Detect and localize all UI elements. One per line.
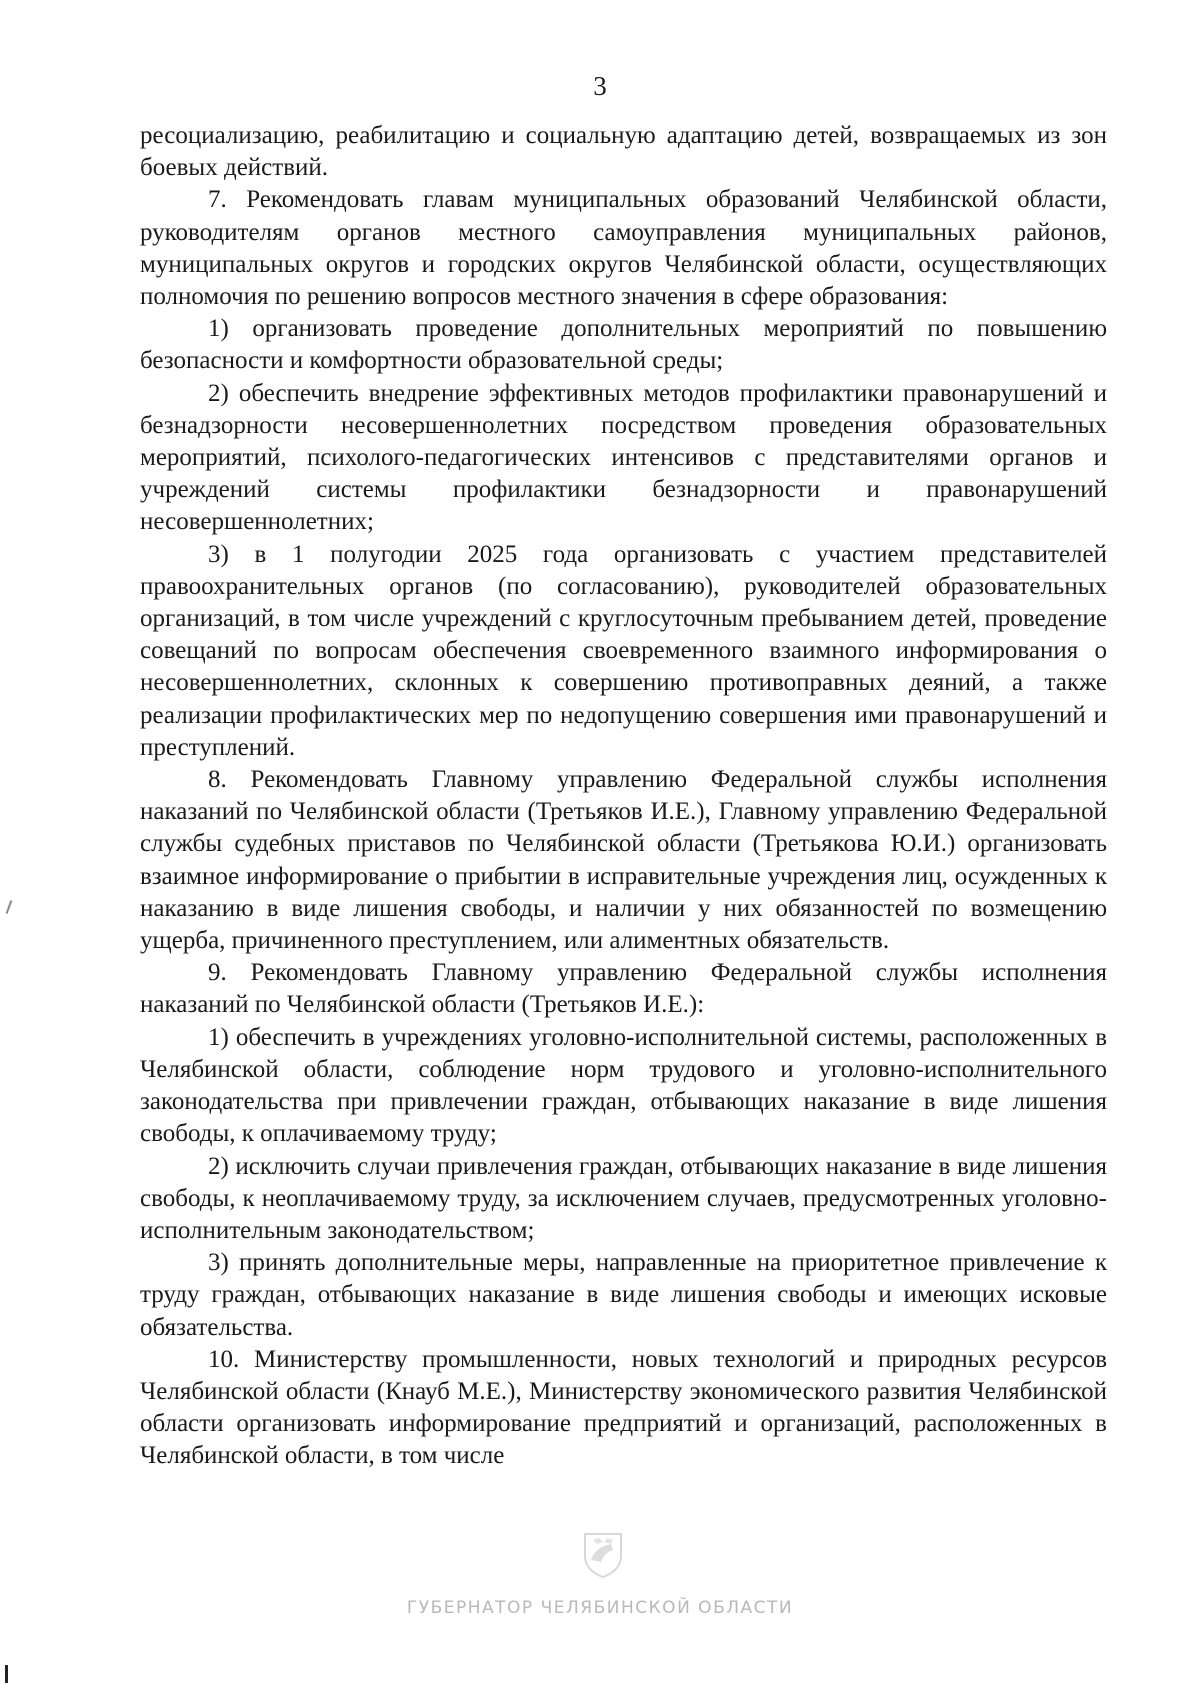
- paragraph: 10. Министерству промышленности, новых технологий и природных ресурсов Челябинской области (Кнауб М.Е.), Министерству экономического развития Челябинской области организовать информирование предприятий и организаций, расположенных в Челябинской области, в том числе: [140, 1345, 1107, 1470]
- paragraph: 1) обеспечить в учреждениях уголовно-исполнительной системы, расположенных в Челябинской области, соблюдение норм трудового и уголовно-исполнительного законодательства при привлечении граждан, отбывающих наказание в виде лишения свободы, к оплачиваемому труду;: [140, 1023, 1107, 1148]
- paragraph: 7. Рекомендовать главам муниципальных образований Челябинской области, руководителям органов местного самоуправления муниципальных районов, муниципальных округов и городских округов Челябинской области, осуществляющих полномочия по решению вопросов местного значения в сфере образования:: [140, 186, 1107, 311]
- document-body: [140, 120, 1107, 1473]
- paragraph: 1) организовать проведение дополнительных мероприятий по повышению безопасности и комфортности образовательной среды;: [140, 315, 1107, 375]
- paragraph: 3) принять дополнительные меры, направленные на приоритетное привлечение к труду граждан, отбывающих наказание в виде лишения свободы и имеющих исковые обязательства.: [140, 1249, 1107, 1341]
- paragraph: 8. Рекомендовать Главному управлению Федеральной службы исполнения наказаний по Челябинской области (Третьяков И.Е.), Главному управлению Федеральной службы судебных приставов по Челябинской области (Третьякова Ю.И.) организовать взаимное информирование о прибытии в исправительные учреждения лиц, осужденных к наказанию в виде лишения свободы, и наличии у них обязанностей по возмещению ущерба, причиненного преступлением, или алиментных обязательств.: [140, 766, 1107, 955]
- paragraph: 3) в 1 полугодии 2025 года организовать с участием представителей правоохранительных органов (по согласованию), руководителей образовательных организаций, в том числе учреждений с круглосуточным пребыванием детей, проведение совещаний по вопросам обеспечения своевременного взаимного информирования о несовершеннолетних, склонных к совершению противоправных деяний, а также реализации профилактических мер по недопущению совершения ими правонарушений и преступлений.: [140, 540, 1107, 761]
- paragraph: 9. Рекомендовать Главному управлению Федеральной службы исполнения наказаний по Челябинской области (Третьяков И.Е.):: [140, 959, 1107, 1019]
- page-number: 3: [593, 71, 607, 101]
- paragraph: 2) исключить случаи привлечения граждан, отбывающих наказание в виде лишения свободы, к неоплачиваемому труду, за исключением случаев, предусмотренных уголовно-исполнительным законодательством;: [140, 1152, 1107, 1244]
- paragraph: ресоциализацию, реабилитацию и социальную адаптацию детей, возвращаемых из зон боевых действий.: [140, 122, 1107, 182]
- paragraph: 2) обеспечить внедрение эффективных методов профилактики правонарушений и безнадзорности несовершеннолетних посредством проведения образовательных мероприятий, психолого-педагогических интенсивов с представителями органов и учреждений системы профилактики безнадзорности и правонарушений несовершеннолетних;: [140, 379, 1107, 536]
- margin-mark: [6, 900, 13, 914]
- coat-of-arms-icon: [581, 1530, 625, 1578]
- footer-label: ГУБЕРНАТОР ЧЕЛЯБИНСКОЙ ОБЛАСТИ: [406, 1598, 794, 1618]
- margin-mark: [5, 1665, 8, 1683]
